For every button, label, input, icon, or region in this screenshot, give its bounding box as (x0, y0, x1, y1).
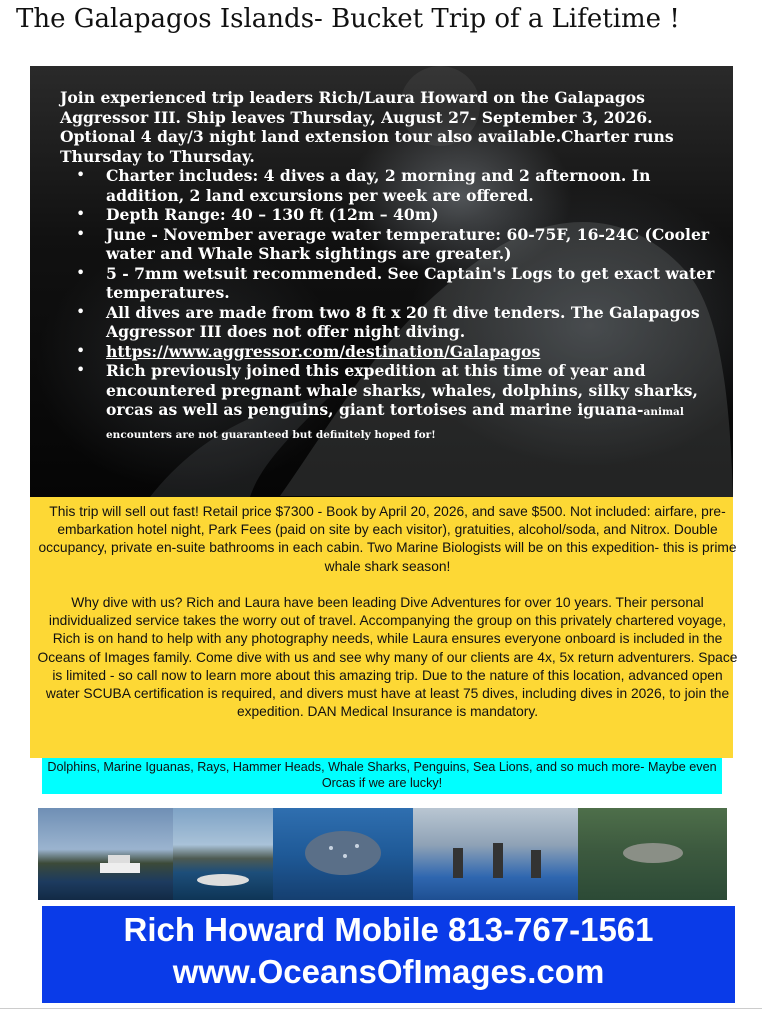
photo-liveaboard (38, 808, 173, 900)
page-title: The Galapagos Islands- Bucket Trip of a Lifetime ! (16, 4, 680, 34)
aggressor-link[interactable]: https://www.aggressor.com/destination/Galapagos (106, 341, 541, 361)
hero-banner (30, 66, 733, 497)
list-item (106, 361, 725, 445)
contact-phone[interactable]: Rich Howard Mobile 813-767-1561 (123, 911, 654, 948)
list-item: • Charter includes: 4 dives a day, 2 morning and 2 afternoon. In addition, 2 land excursions per week are offered. (106, 166, 725, 205)
list-item: • All dives are made from two 8 ft x 20 ft dive tenders. The Galapagos Aggressor III does not offer night diving. (106, 303, 725, 342)
trip-intro: Join experienced trip leaders Rich/Laura Howard on the Galapagos Aggressor III. Ship leaves Thursday, August 27- September 3, 2026. Optional 4 day/3 night land extension tour also available.Charter runs Thursday to Thursday. (60, 88, 674, 166)
page-divider (0, 1008, 762, 1009)
encounter-text: Rich previously joined this expedition at this time of year and encountered pregnant whale sharks, whales, dolphins, silky sharks, orcas as well as penguins, giant tortoises and marine iguana- (106, 361, 698, 419)
list-item: • Depth Range: 40 – 130 ft (12m – 40m) (106, 205, 725, 225)
pricing-text: This trip will sell out fast! Retail price $7300 - Book by April 20, 2026, and save $500. Not included: airfare, pre-embarkation hotel night, Park Fees (paid on site by each visitor), gratuities, alcohol/soda, and Nitrox. Double occupancy, private en-suite bathrooms in each cabin. Two Marine Biologists will be on this expedition- this is prime whale shark season! (38, 504, 737, 574)
contact-website[interactable]: www.OceansOfImages.com (172, 953, 605, 990)
contact-banner (42, 906, 735, 1003)
photo-whale-shark (273, 808, 413, 900)
photo-dive-deck (413, 808, 578, 900)
trip-description (60, 88, 725, 445)
list-item: • 5 - 7mm wetsuit recommended. See Captain's Logs to get exact water temperatures. (106, 264, 725, 303)
encounter-disclaimer: animal encounters are not guaranteed but definitely hoped for! (106, 406, 684, 441)
photo-dive-tender (173, 808, 273, 900)
wildlife-banner: Dolphins, Marine Iguanas, Rays, Hammer Heads, Whale Sharks, Penguins, Sea Lions, and so much more- Maybe even Orcas if we are lucky! (42, 758, 722, 794)
trip-details-box (30, 497, 738, 758)
why-dive-text: Why dive with us? Rich and Laura have been leading Dive Adventures for over 10 years. Their personal individualized service takes the worry out of travel. Accompanying the group on this privately chartered voyage, Rich is on hand to help with any photography needs, while Laura ensures everyone onboard is included in the Oceans of Images family. Come dive with us and see why many of our clients are 4x, 5x return adventurers. Space is limited - so call now to learn more about this amazing trip. Due to the nature of this location, advanced open water SCUBA certification is required, and divers must have at least 75 dives, including dives in 2026, to join the expedition. DAN Medical Insurance is mandatory. (37, 595, 738, 720)
trip-details-list (60, 166, 725, 445)
list-item: • June - November average water temperature: 60-75F, 16-24C (Cooler water and Whale Shark sightings are greater.) (106, 225, 725, 264)
list-item (106, 342, 725, 362)
photo-strip (38, 808, 727, 900)
photo-marine-iguana (578, 808, 727, 900)
